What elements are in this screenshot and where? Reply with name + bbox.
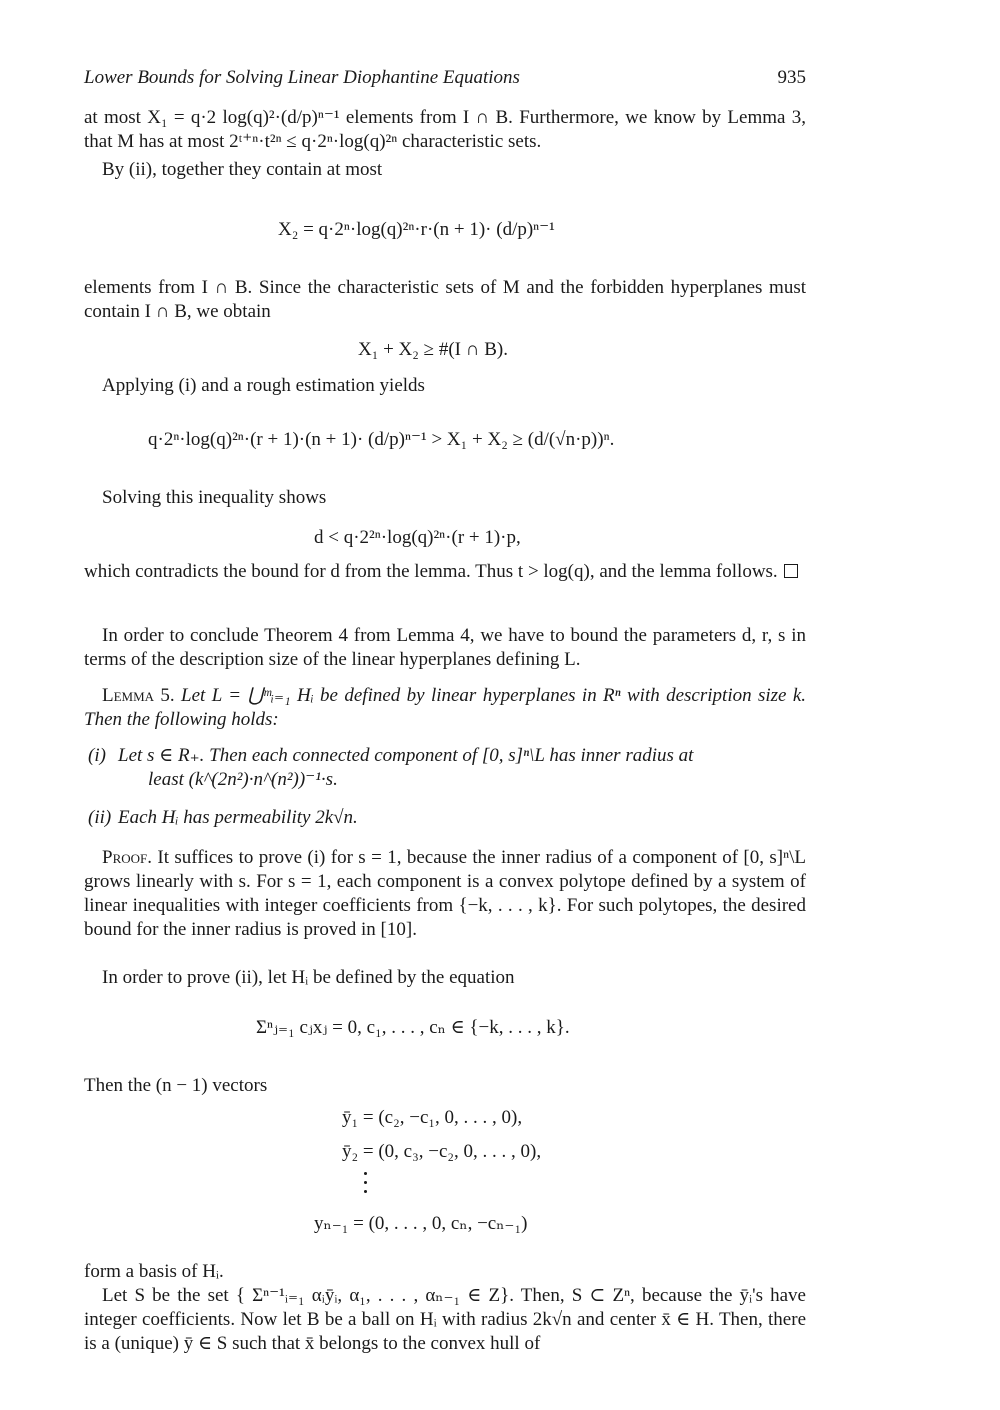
lemma-5-statement: Let L = ⋃ᵐᵢ₌₁ Hᵢ be defined by linear hyperplanes in Rⁿ with description size k. Then the following holds: <box>84 685 807 730</box>
paragraph-8: In order to prove (ii), let Hᵢ be defined by the equation <box>102 967 515 988</box>
paragraph-6-text: which contradicts the bound for d from the lemma. Thus t > log(q), and the lemma follows. <box>84 561 778 582</box>
proof-label: Proof. <box>102 847 152 868</box>
item-1-label: (i) <box>88 745 106 766</box>
lemma-5-item-1 <box>88 744 806 792</box>
item-1-continuation: least (k^(2n²)·n^(n²))⁻¹·s. <box>148 769 338 790</box>
paragraph-2: By (ii), together they contain at most <box>102 159 383 180</box>
vertical-ellipsis <box>362 1172 370 1199</box>
paragraph-10: form a basis of Hᵢ. <box>84 1261 224 1282</box>
equation-vector-n-1: yₙ₋₁ = (0, . . . , 0, cₙ, −cₙ₋₁) <box>314 1213 528 1234</box>
equation-vector-2: ȳ₂ = (0, c₃, −c₂, 0, . . . , 0), <box>342 1141 542 1162</box>
qed-box-icon <box>784 564 798 578</box>
paragraph-5: Solving this inequality shows <box>102 487 327 508</box>
lemma-5-label: Lemma 5. <box>102 685 175 706</box>
paragraph-3: elements from I ∩ B. Since the characteristic sets of M and the forbidden hyperplanes must contain I ∩ B, we obtain <box>84 277 806 322</box>
item-2-label: (ii) <box>88 807 112 828</box>
equation-bound-d: d < q·2²ⁿ·log(q)²ⁿ·(r + 1)·p, <box>314 527 521 548</box>
lemma-5 <box>84 684 806 732</box>
paragraph-6 <box>84 560 806 584</box>
equation-vector-1: ȳ₁ = (c₂, −c₁, 0, . . . , 0), <box>342 1107 523 1128</box>
paragraph-7: In order to conclude Theorem 4 from Lemma 4, we have to bound the parameters d, r, s in terms of the description size of the linear hyperplanes defining L. <box>84 625 806 670</box>
item-2-text: Each Hᵢ has permeability 2k√n. <box>118 807 358 828</box>
item-1-text: Let s ∈ R₊. Then each connected component of [0, s]ⁿ\L has inner radius at <box>118 745 694 766</box>
running-header <box>84 66 806 92</box>
equation-estimate: q·2ⁿ·log(q)²ⁿ·(r + 1)·(n + 1)· (d/p)ⁿ⁻¹ > X₁ + X₂ ≥ (d/(√n·p))ⁿ. <box>148 429 615 450</box>
paragraph-4: Applying (i) and a rough estimation yields <box>102 375 425 396</box>
running-title: Lower Bounds for Solving Linear Diophantine Equations <box>84 67 520 88</box>
paragraph-11: Let S be the set { Σⁿ⁻¹ᵢ₌₁ αᵢȳᵢ, α₁, . . . , αₙ₋₁ ∈ Z}. Then, S ⊂ Zⁿ, because the ȳᵢ's have integer coefficients. Now let B be a ball on Hᵢ with radius 2k√n and center x̄ ∈ H. Then, there is a (unique) ȳ ∈ S such that x̄ belongs to the convex hull of <box>84 1285 806 1354</box>
proof <box>84 846 806 942</box>
equation-hyperplane: Σⁿⱼ₌₁ cⱼxⱼ = 0, c₁, . . . , cₙ ∈ {−k, . . . , k}. <box>256 1017 570 1038</box>
equation-x2: X₂ = q·2ⁿ·log(q)²ⁿ·r·(n + 1)· (d/p)ⁿ⁻¹ <box>278 219 555 240</box>
paragraph-9: Then the (n − 1) vectors <box>84 1075 268 1096</box>
page-number: 935 <box>777 67 806 88</box>
lemma-5-item-2 <box>88 806 806 830</box>
equation-sum: X₁ + X₂ ≥ #(I ∩ B). <box>358 339 508 360</box>
paragraph-1: at most X₁ = q·2 log(q)²·(d/p)ⁿ⁻¹ elements from I ∩ B. Furthermore, we know by Lemma 3, that M has at most 2ᵗ⁺ⁿ·t²ⁿ ≤ q·2ⁿ·log(q)²ⁿ characteristic sets. <box>84 107 806 152</box>
proof-text: It suffices to prove (i) for s = 1, because the inner radius of a component of [0, s]ⁿ\L grows linearly with s. For s = 1, each component is a convex polytope defined by a system of linear inequalities with integer coefficients from {−k, . . . , k}. For such polytopes, the desired bound for the inner radius is proved in [10]. <box>84 847 806 940</box>
